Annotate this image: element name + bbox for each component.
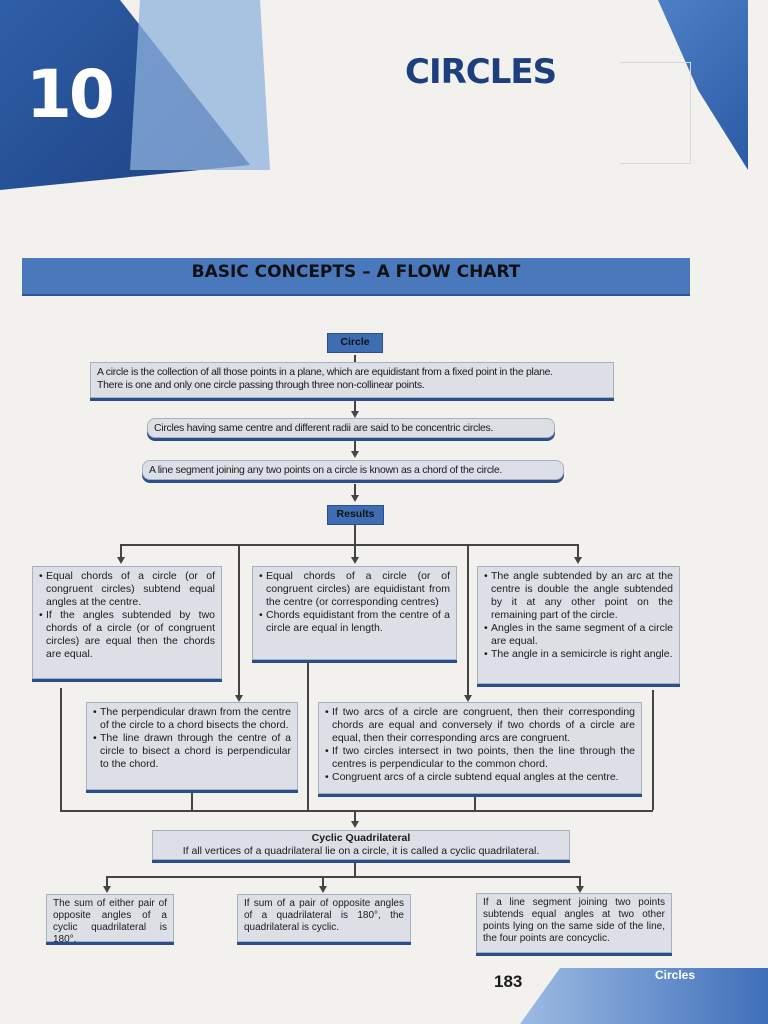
chord-box xyxy=(142,460,564,480)
result-3-item-1: • The angle subtended by an arc at the centre is double the angle subtended by it at any other point on the remaining part of the circle. xyxy=(484,570,673,622)
result-5-item-2: • If two circles intersect in two points, then the line through the centres is perpendicular to the common chord. xyxy=(325,745,635,771)
result-box-5 xyxy=(318,702,642,794)
cyclic-result-box-1 xyxy=(46,894,174,945)
cyclic-quadrilateral-box xyxy=(152,830,570,860)
cyclic-title: Cyclic Quadrilateral xyxy=(311,832,411,844)
result-2-item-2: • Chords equidistant from the centre of a circle are equal in length. xyxy=(259,609,450,635)
concentric-definition: Circles having same centre and different radii are said to be concentric circles. xyxy=(154,422,494,434)
footer-band xyxy=(520,968,768,1024)
chapter-title: CIRCLES xyxy=(405,52,557,92)
result-1-item-1: • Equal chords of a circle (or of congruent circles) subtend equal angles at the centre. xyxy=(39,570,215,609)
cyclic-result-box-3 xyxy=(476,893,672,953)
circle-uniqueness: There is one and only one circle passing through three non-collinear points. xyxy=(97,379,425,391)
cyclic-result-2: If sum of a pair of opposite angles of a quadrilateral is 180°, the quadrilateral is cyclic. xyxy=(244,898,404,933)
result-5-item-1: • If two arcs of a circle are congruent, then their corresponding chords are equal and conversely if two chords of a circle are equal, then their corresponding arcs are congruent. xyxy=(325,706,635,745)
result-1-item-2: • If the angles subtended by two chords of a circle (or of congruent circles) are equal then the chords are equal. xyxy=(39,609,215,661)
bleed-through-frame xyxy=(620,62,691,164)
chapter-number: 10 xyxy=(26,56,112,133)
result-box-2 xyxy=(252,566,457,660)
result-box-1 xyxy=(32,566,222,679)
page-number: 183 xyxy=(494,972,523,991)
cyclic-definition: If all vertices of a quadrilateral lie on a circle, it is called a cyclic quadrilateral. xyxy=(182,845,540,857)
result-5-item-3: • Congruent arcs of a circle subtend equal angles at the centre. xyxy=(325,771,635,784)
concentric-box xyxy=(147,418,555,438)
result-3-item-3: • The angle in a semicircle is right angle. xyxy=(484,648,673,661)
chord-definition: A line segment joining any two points on a circle is known as a chord of the circle. xyxy=(149,464,503,476)
circle-definition-box xyxy=(90,362,614,398)
circle-definition: A circle is the collection of all those points in a plane, which are equidistant from a fixed point in the plane. xyxy=(97,366,553,378)
cyclic-result-box-2 xyxy=(237,894,411,942)
result-4-item-1: • The perpendicular drawn from the centre of the circle to a chord bisects the chord. xyxy=(93,706,291,732)
results-tag: Results xyxy=(327,505,384,525)
result-box-3 xyxy=(477,566,680,684)
section-title: BASIC CONCEPTS – A FLOW CHART xyxy=(191,262,521,282)
circle-tag: Circle xyxy=(327,333,383,353)
result-2-item-1: • Equal chords of a circle (or of congruent circles) are equidistant from the centre (or corresponding centres) xyxy=(259,570,450,609)
footer-chapter-label: Circles xyxy=(655,968,696,982)
result-3-item-2: • Angles in the same segment of a circle are equal. xyxy=(484,622,673,648)
cyclic-result-1: The sum of either pair of opposite angles of a cyclic quadrilateral is 180°. xyxy=(53,898,167,945)
result-4-item-2: • The line drawn through the centre of a circle to bisect a chord is perpendicular to the chord. xyxy=(93,732,291,771)
cyclic-result-3: If a line segment joining two points subtends equal angles at two other points lying on the same side of the line, the four points are concyclic. xyxy=(483,897,665,944)
result-box-4 xyxy=(86,702,298,790)
